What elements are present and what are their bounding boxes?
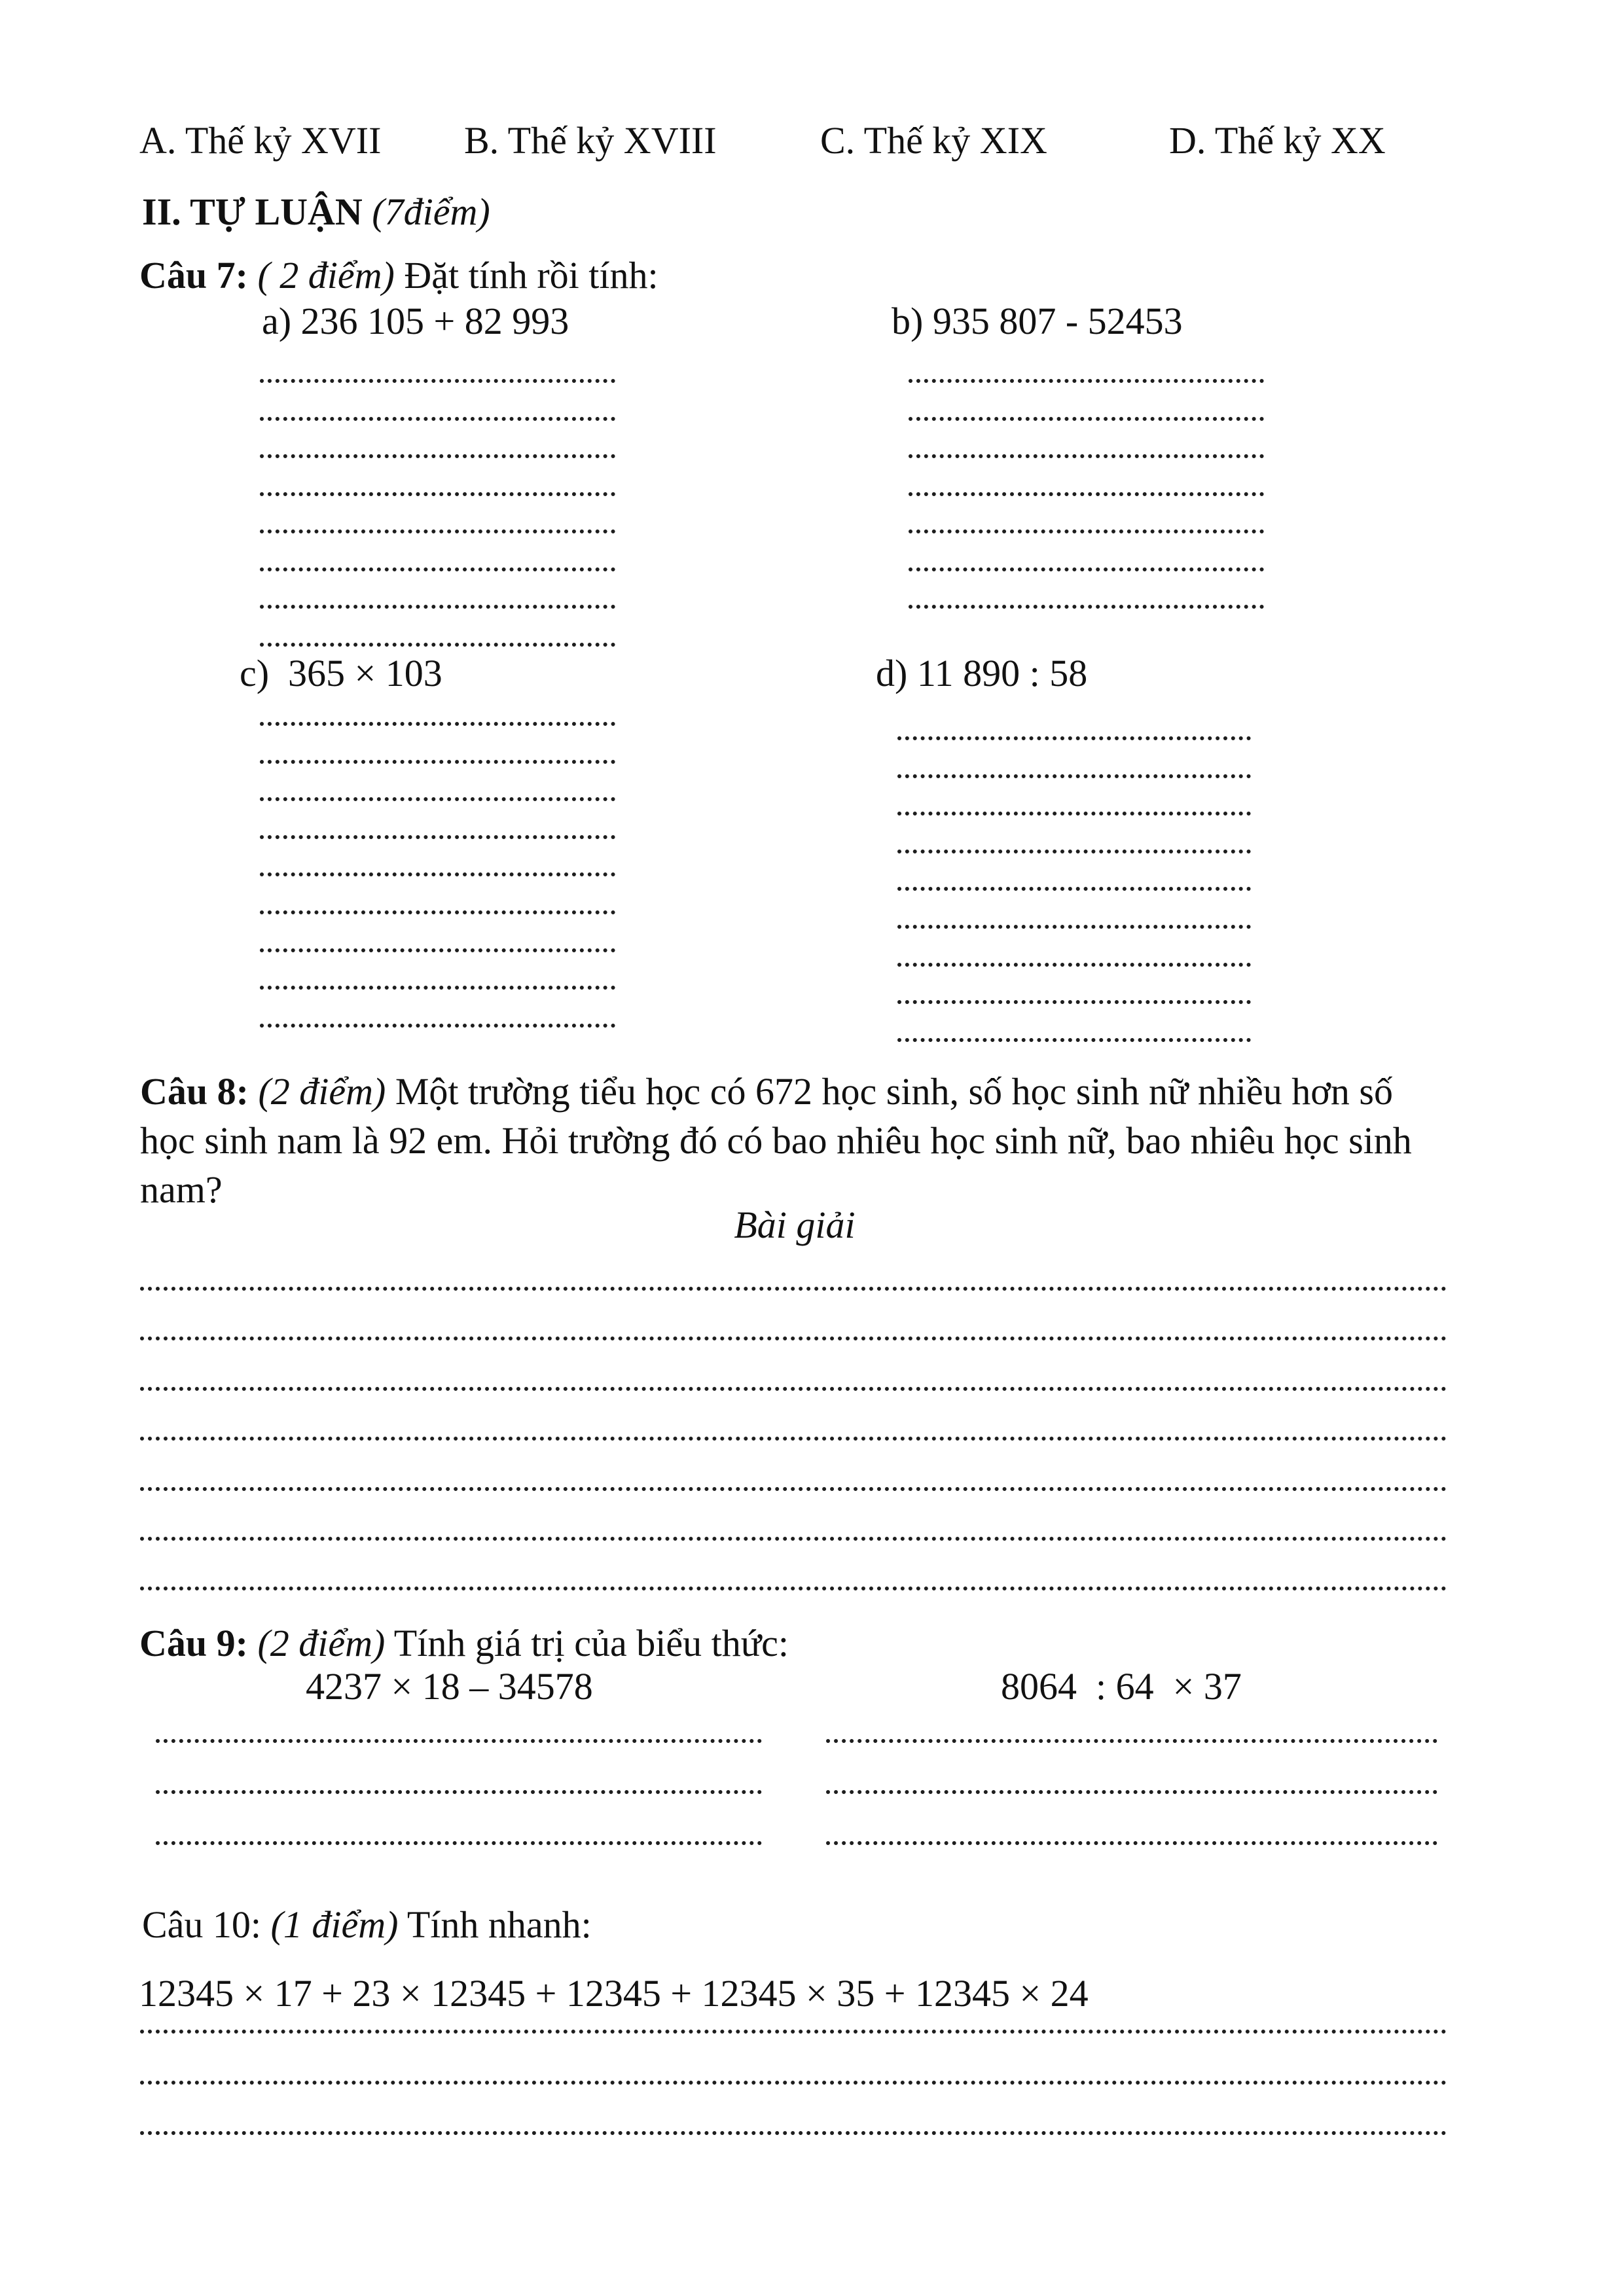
cau8-problem — [140, 1067, 1452, 1214]
cau8-solution-heading-text: Bài giải — [734, 1204, 856, 1246]
dotted-answer-line — [909, 567, 1264, 571]
dotted-answer-line — [260, 722, 615, 726]
dotted-answer-line — [140, 1587, 1447, 1590]
dotted-answer-line — [897, 887, 1251, 891]
dotted-answer-line — [260, 872, 615, 876]
cau7-prompt: Đặt tính rồi tính: — [404, 254, 659, 296]
dotted-answer-line — [909, 492, 1264, 496]
dotted-answer-line — [260, 379, 615, 383]
cau8-solution-heading — [140, 1206, 1449, 1244]
mc-option-c: C. Thế kỷ XIX — [820, 119, 1047, 162]
cau7-item-d: d) 11 890 : 58 — [876, 652, 1088, 694]
dotted-answer-line — [260, 986, 615, 990]
mc-option-a: A. Thế kỷ XVII — [139, 119, 382, 162]
cau7-answer-lines-a — [260, 379, 615, 680]
dotted-answer-line — [260, 454, 615, 458]
dotted-answer-line — [909, 454, 1264, 458]
dotted-answer-line — [260, 1024, 615, 1028]
dotted-answer-line — [260, 492, 615, 496]
dotted-answer-line — [897, 774, 1251, 778]
cau7-answer-lines-d — [897, 736, 1251, 1075]
dotted-answer-line — [140, 2131, 1447, 2135]
cau9-prompt: Tính giá trị của biểu thức: — [393, 1622, 789, 1664]
cau7-points: ( 2 điểm) — [257, 254, 395, 296]
dotted-answer-line — [826, 1841, 1437, 1845]
cau8-points: (2 điểm) — [258, 1070, 386, 1113]
section-ii-title: II. TỰ LUẬN — [142, 190, 363, 233]
dotted-answer-line — [897, 1000, 1251, 1004]
dotted-answer-line — [140, 1387, 1447, 1391]
cau7-answer-lines-b — [909, 379, 1264, 643]
cau9-heading — [139, 1624, 789, 1662]
mc-option-b: B. Thế kỷ XVIII — [464, 119, 717, 162]
dotted-answer-line — [140, 1537, 1447, 1541]
dotted-answer-line — [909, 529, 1264, 533]
section-ii-points: (7điểm) — [372, 190, 490, 233]
cau7-item-a: a) 236 105 + 82 993 — [262, 300, 569, 342]
dotted-answer-line — [156, 1790, 762, 1794]
dotted-answer-line — [260, 760, 615, 764]
dotted-answer-line — [140, 1437, 1447, 1441]
dotted-answer-line — [260, 948, 615, 952]
cau8-label: Câu 8: — [140, 1070, 249, 1113]
dotted-answer-line — [897, 963, 1251, 967]
dotted-answer-line — [156, 1841, 762, 1845]
dotted-answer-line — [909, 605, 1264, 609]
dotted-answer-line — [140, 2081, 1447, 2085]
cau10-label: Câu 10: — [142, 1903, 262, 1946]
cau9-answer-lines-left — [156, 1739, 762, 1892]
dotted-answer-line — [140, 1336, 1447, 1340]
cau7-answer-lines-c — [260, 722, 615, 1061]
cau9-label: Câu 9: — [139, 1622, 248, 1664]
cau7-item-b: b) 935 807 - 52453 — [892, 300, 1183, 342]
cau7-label: Câu 7: — [139, 254, 248, 296]
cau10-answer-lines — [140, 2030, 1447, 2182]
dotted-answer-line — [260, 417, 615, 421]
cau9-expression-right: 8064 : 64 × 37 — [1001, 1665, 1242, 1708]
dotted-answer-line — [897, 925, 1251, 929]
mc-option-d: D. Thế kỷ XX — [1169, 119, 1386, 162]
dotted-answer-line — [909, 417, 1264, 421]
dotted-answer-line — [260, 835, 615, 839]
dotted-answer-line — [909, 379, 1264, 383]
dotted-answer-line — [897, 812, 1251, 816]
section-ii-heading — [142, 190, 490, 233]
dotted-answer-line — [826, 1739, 1437, 1743]
cau8-answer-lines — [140, 1287, 1447, 1637]
dotted-answer-line — [260, 643, 615, 647]
cau10-points: (1 điểm) — [270, 1903, 399, 1946]
cau8-text: Một trường tiểu học có 672 học sinh, số học sinh nữ nhiều hơn số học sinh nam là 92 em. Hỏi trường đó có bao nhiêu học sinh nữ, bao nhiêu học sinh nam? — [140, 1070, 1412, 1211]
cau7-item-c: c) 365 × 103 — [240, 652, 442, 694]
cau9-answer-lines-right — [826, 1739, 1437, 1892]
dotted-answer-line — [260, 910, 615, 914]
dotted-answer-line — [260, 529, 615, 533]
dotted-answer-line — [897, 736, 1251, 740]
dotted-answer-line — [897, 1038, 1251, 1042]
dotted-answer-line — [826, 1790, 1437, 1794]
cau7-heading — [139, 254, 659, 296]
dotted-answer-line — [156, 1739, 762, 1743]
cau9-expression-left: 4237 × 18 – 34578 — [306, 1665, 593, 1708]
dotted-answer-line — [140, 2030, 1447, 2034]
cau10-heading — [142, 1903, 592, 1946]
dotted-answer-line — [260, 797, 615, 801]
dotted-answer-line — [140, 1287, 1447, 1291]
dotted-answer-line — [140, 1487, 1447, 1491]
cau10-expression: 12345 × 17 + 23 × 12345 + 12345 + 12345 × 35 + 12345 × 24 — [139, 1972, 1089, 2015]
dotted-answer-line — [897, 850, 1251, 853]
cau9-points: (2 điểm) — [257, 1622, 386, 1664]
dotted-answer-line — [260, 567, 615, 571]
dotted-answer-line — [260, 605, 615, 609]
cau10-prompt: Tính nhanh: — [406, 1903, 592, 1946]
